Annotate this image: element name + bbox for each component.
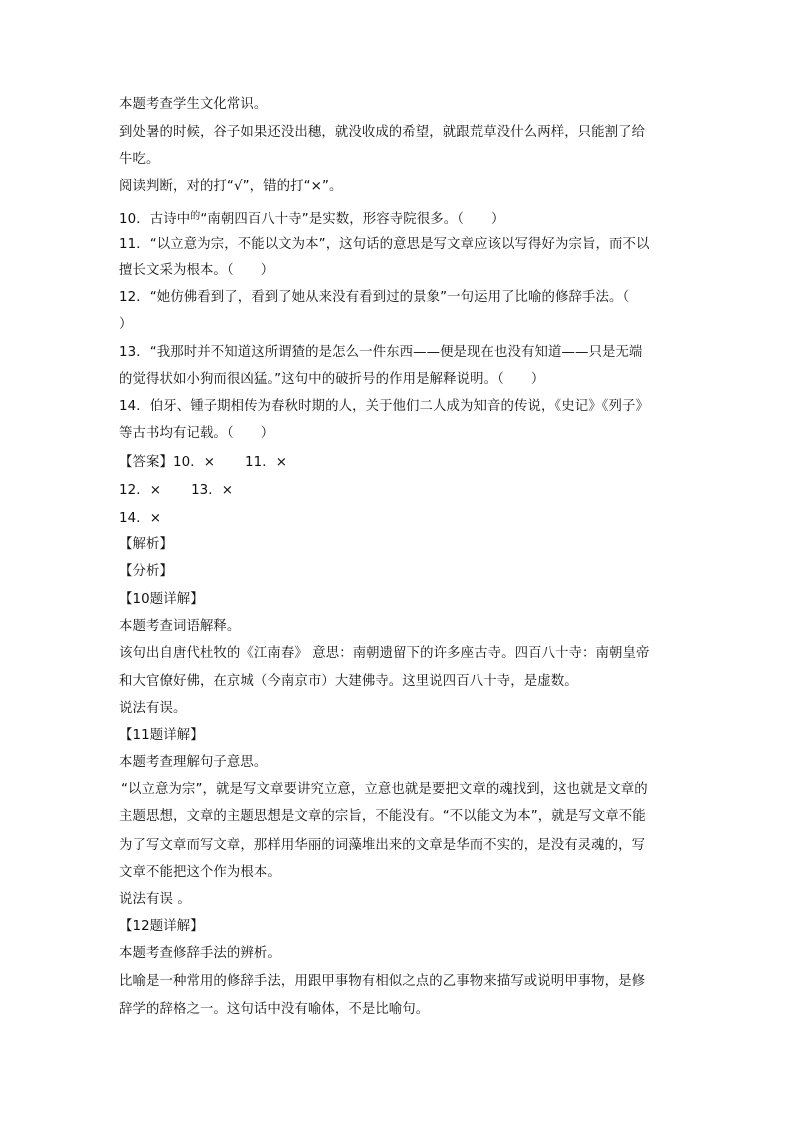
answer-11: 11．× xyxy=(245,455,288,470)
text-line: 等古书均有记载。（ ） xyxy=(119,426,275,441)
text-line: 本题考查修辞手法的辨析。 xyxy=(119,946,281,961)
text-line: 本题考查词语解释。 xyxy=(119,619,241,634)
answer-line xyxy=(119,482,233,500)
text-line: 说法有误 。 xyxy=(119,892,191,907)
answer-12: 12．× xyxy=(119,483,162,498)
section-heading: 【11题详解】 xyxy=(119,728,204,743)
text-line: 牛吃。 xyxy=(119,152,160,167)
question-10-prefix: 10．古诗中 xyxy=(119,212,191,227)
text-line: 主题思想，文章的主题思想是文章的宗旨，不能没有。“不以能文为本”，就是写文章不能 xyxy=(119,809,646,824)
text-line: “以立意为宗”，就是写文章要讲究立意，立意也就是要把文章的魂找到，这也就是文章的 xyxy=(121,782,648,797)
text-line: ） xyxy=(119,317,133,332)
section-heading: 【分析】 xyxy=(119,564,173,579)
text-line: 擅长文采为根本。（ ） xyxy=(119,263,275,278)
question-14: 14．伯牙、锺子期相传为春秋时期的人，关于他们二人成为知音的传说，《史记》《列子》 xyxy=(119,399,649,414)
answer-line xyxy=(119,454,287,472)
text-line: 文章不能把这个作为根本。 xyxy=(119,865,281,880)
text-line: 的觉得状如小狗而很凶猛。”这句中的破折号的作用是解释说明。（ ） xyxy=(119,372,545,387)
answer-13: 13．× xyxy=(191,483,234,498)
question-13: 13．“我那时并不知道这所谓猹的是怎么一件东西——便是现在也没有知道——只是无端 xyxy=(119,345,643,360)
question-10 xyxy=(119,208,504,229)
text-line: 该句出自唐代杜牧的《江南春》 意思：南朝遗留下的许多座古寺。四百八十寺：南朝皇帝 xyxy=(119,646,650,661)
text-line: 本题考查理解句子意思。 xyxy=(119,755,268,770)
text-line: 辞学的辞格之一。这句话中没有喻体，不是比喻句。 xyxy=(119,1002,430,1017)
question-12: 12．“她仿佛看到了，看到了她从来没有看到过的景象”一句运用了比喻的修辞手法。（ xyxy=(119,290,630,305)
section-heading: 【解析】 xyxy=(119,537,173,552)
text-line: 说法有误。 xyxy=(119,701,187,716)
text-line: 比喻是一种常用的修辞手法，用跟甲事物有相似之点的乙事物来描写或说明甲事物，是修 xyxy=(119,974,646,989)
answer-14: 14．× xyxy=(119,511,162,526)
answer-10: 【答案】10．× xyxy=(119,455,216,470)
text-line: 和大官僚好佛，在京城（今南京市）大建佛寺。这里说四百八十寺，是虚数。 xyxy=(119,674,578,689)
question-10-superscript: 的 xyxy=(190,211,201,222)
question-11: 11．“以立意为宗，不能以文为本”，这句话的意思是写文章应该以写得好为宗旨，而不以 xyxy=(119,237,650,252)
question-10-text: “南朝四百八十寺”是实数，形容寺院很多。（ ） xyxy=(200,212,505,227)
text-line: 本题考查学生文化常识。 xyxy=(119,97,268,112)
section-heading: 【10题详解】 xyxy=(119,592,204,607)
text-line: 阅读判断，对的打“√”，错的打“×”。 xyxy=(119,179,343,194)
text-line: 为了写文章而写文章，那样用华丽的词藻堆出来的文章是华而不实的，是没有灵魂的，写 xyxy=(119,838,646,853)
text-line: 到处暑的时候，谷子如果还没出穗，就没收成的希望，就跟荒草没什么两样，只能割了给 xyxy=(119,125,646,140)
section-heading: 【12题详解】 xyxy=(119,919,204,934)
